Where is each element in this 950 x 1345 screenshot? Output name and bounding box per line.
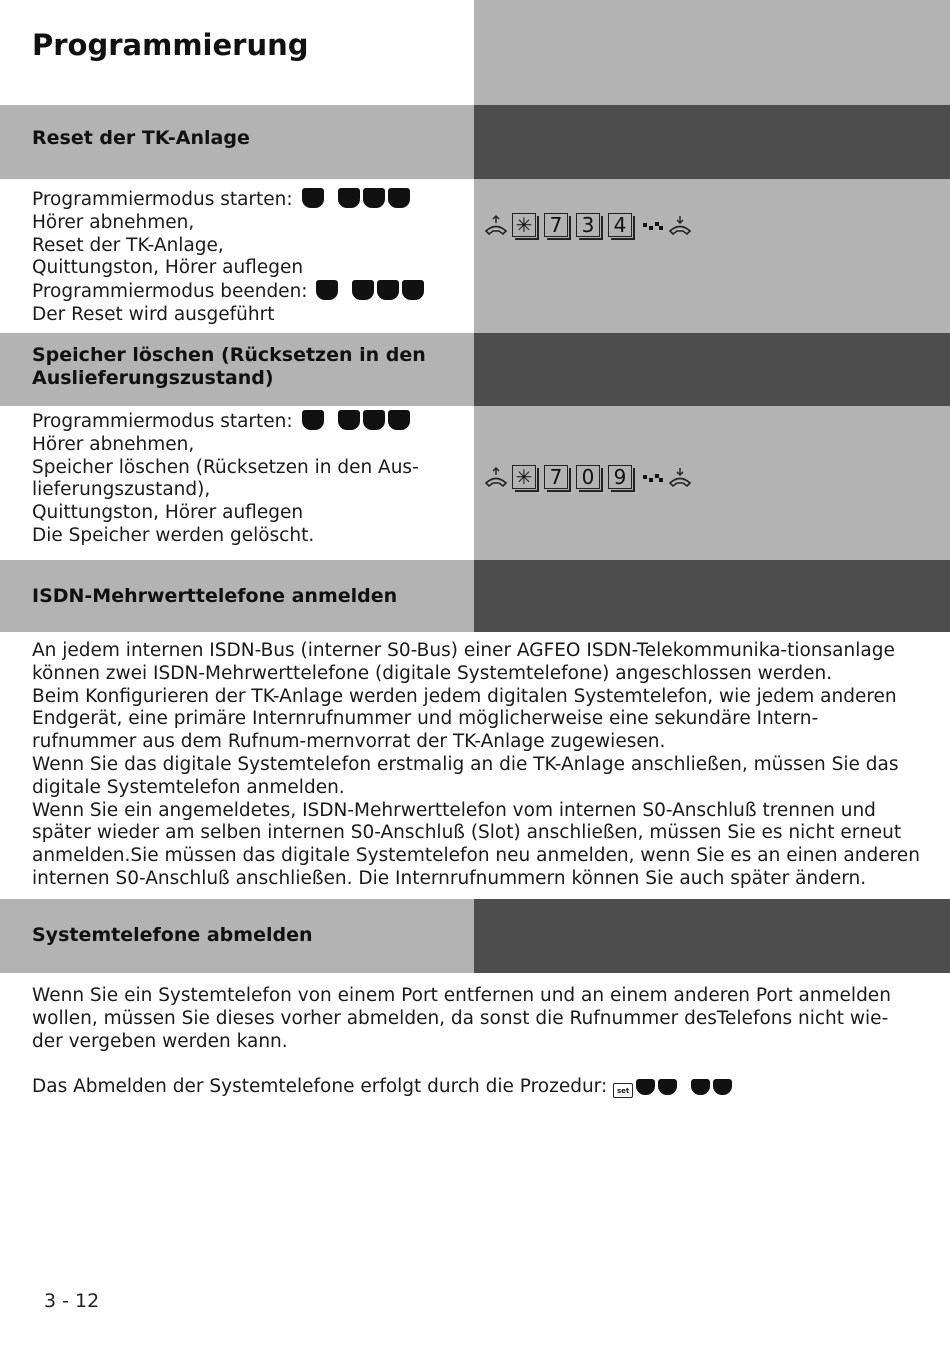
confirm-tone-icon	[642, 218, 664, 232]
reset-heading-dark-panel	[474, 105, 950, 179]
phone-key-icon	[388, 188, 410, 208]
phone-key-icon	[713, 1079, 732, 1095]
header-right-panel	[474, 0, 950, 105]
phone-key-icon	[388, 410, 410, 430]
phone-key-icon	[302, 410, 324, 430]
page-title: Programmierung	[32, 28, 309, 62]
page-number: 3 - 12	[44, 1290, 100, 1312]
phone-key-icon	[363, 188, 385, 208]
memory-step: Speicher löschen (Rücksetzen in den Aus-	[32, 456, 419, 478]
reset-step: Reset der TK-Anlage,	[32, 234, 224, 256]
handset-lift-icon	[484, 466, 508, 488]
phone-key-icon	[377, 280, 399, 300]
handset-hangup-icon	[668, 466, 692, 488]
handset-hangup-icon	[668, 214, 692, 236]
phone-key-icon	[636, 1079, 655, 1095]
memory-step-start: Programmiermodus starten:	[32, 410, 419, 434]
phone-key-icon	[338, 410, 360, 430]
phone-key-icon	[352, 280, 374, 300]
deregister-heading-dark-panel	[474, 899, 950, 973]
reset-step: Der Reset wird ausgeführt	[32, 303, 275, 325]
phone-key-icon	[302, 188, 324, 208]
phone-key-icon	[316, 280, 338, 300]
phone-key-icon	[363, 410, 385, 430]
memory-step: Hörer abnehmen,	[32, 433, 195, 455]
confirm-tone-icon	[642, 470, 664, 484]
reset-code-panel	[474, 179, 950, 333]
reset-step: Hörer abnehmen,	[32, 211, 195, 233]
isdn-heading-dark-panel	[474, 560, 950, 632]
phone-key-icon	[338, 188, 360, 208]
memory-steps	[32, 410, 419, 548]
code-key: 9	[608, 465, 632, 489]
reset-step-end: Programmiermodus beenden:	[32, 280, 424, 304]
handset-lift-icon	[484, 214, 508, 236]
deregister-paragraph: Wenn Sie ein Systemtelefon von einem Port entfernen und an einem anderen Port anmelden wollen, müssen Sie dieses vorher abmelden, da sonst die Rufnummer desTelefons nicht wie- der vergeben werden kann.	[32, 985, 891, 1052]
memory-heading-dark-panel	[474, 333, 950, 406]
code-key: 0	[576, 465, 600, 489]
deregister-heading: Systemtelefone abmelden	[32, 924, 313, 946]
code-key: 7	[544, 465, 568, 489]
code-key: 7	[544, 213, 568, 237]
memory-heading: Speicher löschen (Rücksetzen in den Auslieferungszustand)	[32, 344, 426, 389]
memory-step: Quittungston, Hörer auflegen	[32, 502, 304, 524]
code-key: ✳	[512, 465, 536, 489]
set-key-icon: set	[613, 1083, 633, 1098]
phone-key-icon	[691, 1079, 710, 1095]
memory-code-sequence	[484, 464, 692, 490]
phone-key-icon	[658, 1079, 677, 1095]
deregister-procedure: Das Abmelden der Systemtelefone erfolgt durch die Prozedur: set	[32, 1076, 732, 1099]
reset-code-sequence	[484, 212, 692, 238]
reset-step: Quittungston, Hörer auflegen	[32, 257, 304, 279]
memory-step: Die Speicher werden gelöscht.	[32, 524, 315, 546]
memory-step: lieferungszustand),	[32, 479, 211, 501]
reset-steps	[32, 188, 424, 327]
code-key: 3	[576, 213, 600, 237]
phone-key-icon	[402, 280, 424, 300]
isdn-heading: ISDN-Mehrwerttelefone anmelden	[32, 585, 398, 607]
code-key: ✳	[512, 213, 536, 237]
isdn-paragraph: An jedem internen ISDN-Bus (interner S0-Bus) einer AGFEO ISDN-Telekommunika-tionsanlage können zwei ISDN-Mehrwerttelefone (digitale Systemtelefone) angeschlossen werden. Beim Konfigurieren der TK-Anlage werden jedem digitalen Systemtelefon, wie jedem anderen Endgerät, eine primäre Internrufnummer und möglicherweise eine sekundäre Intern- rufnummer aus dem Rufnum-mernvorrat der TK-Anlage zugewiesen. Wenn Sie das digitale Systemtelefon erstmalig an die TK-Anlage anschließen, müssen Sie das digitale Systemtelefon anmelden. Wenn Sie ein angemeldetes, ISDN-Mehrwerttelefon vom internen S0-Anschluß trennen und später wieder am selben internen S0-Anschluß (Slot) anschließen, müssen Sie es nicht erneut anmelden.Sie müssen das digitale Systemtelefon neu anmelden, wenn Sie es an einen anderen internen S0-Anschluß anschließen. Die Internrufnummern können Sie auch später ändern.	[32, 640, 920, 889]
reset-step-start: Programmiermodus starten:	[32, 188, 424, 212]
reset-heading: Reset der TK-Anlage	[32, 127, 250, 149]
code-key: 4	[608, 213, 632, 237]
